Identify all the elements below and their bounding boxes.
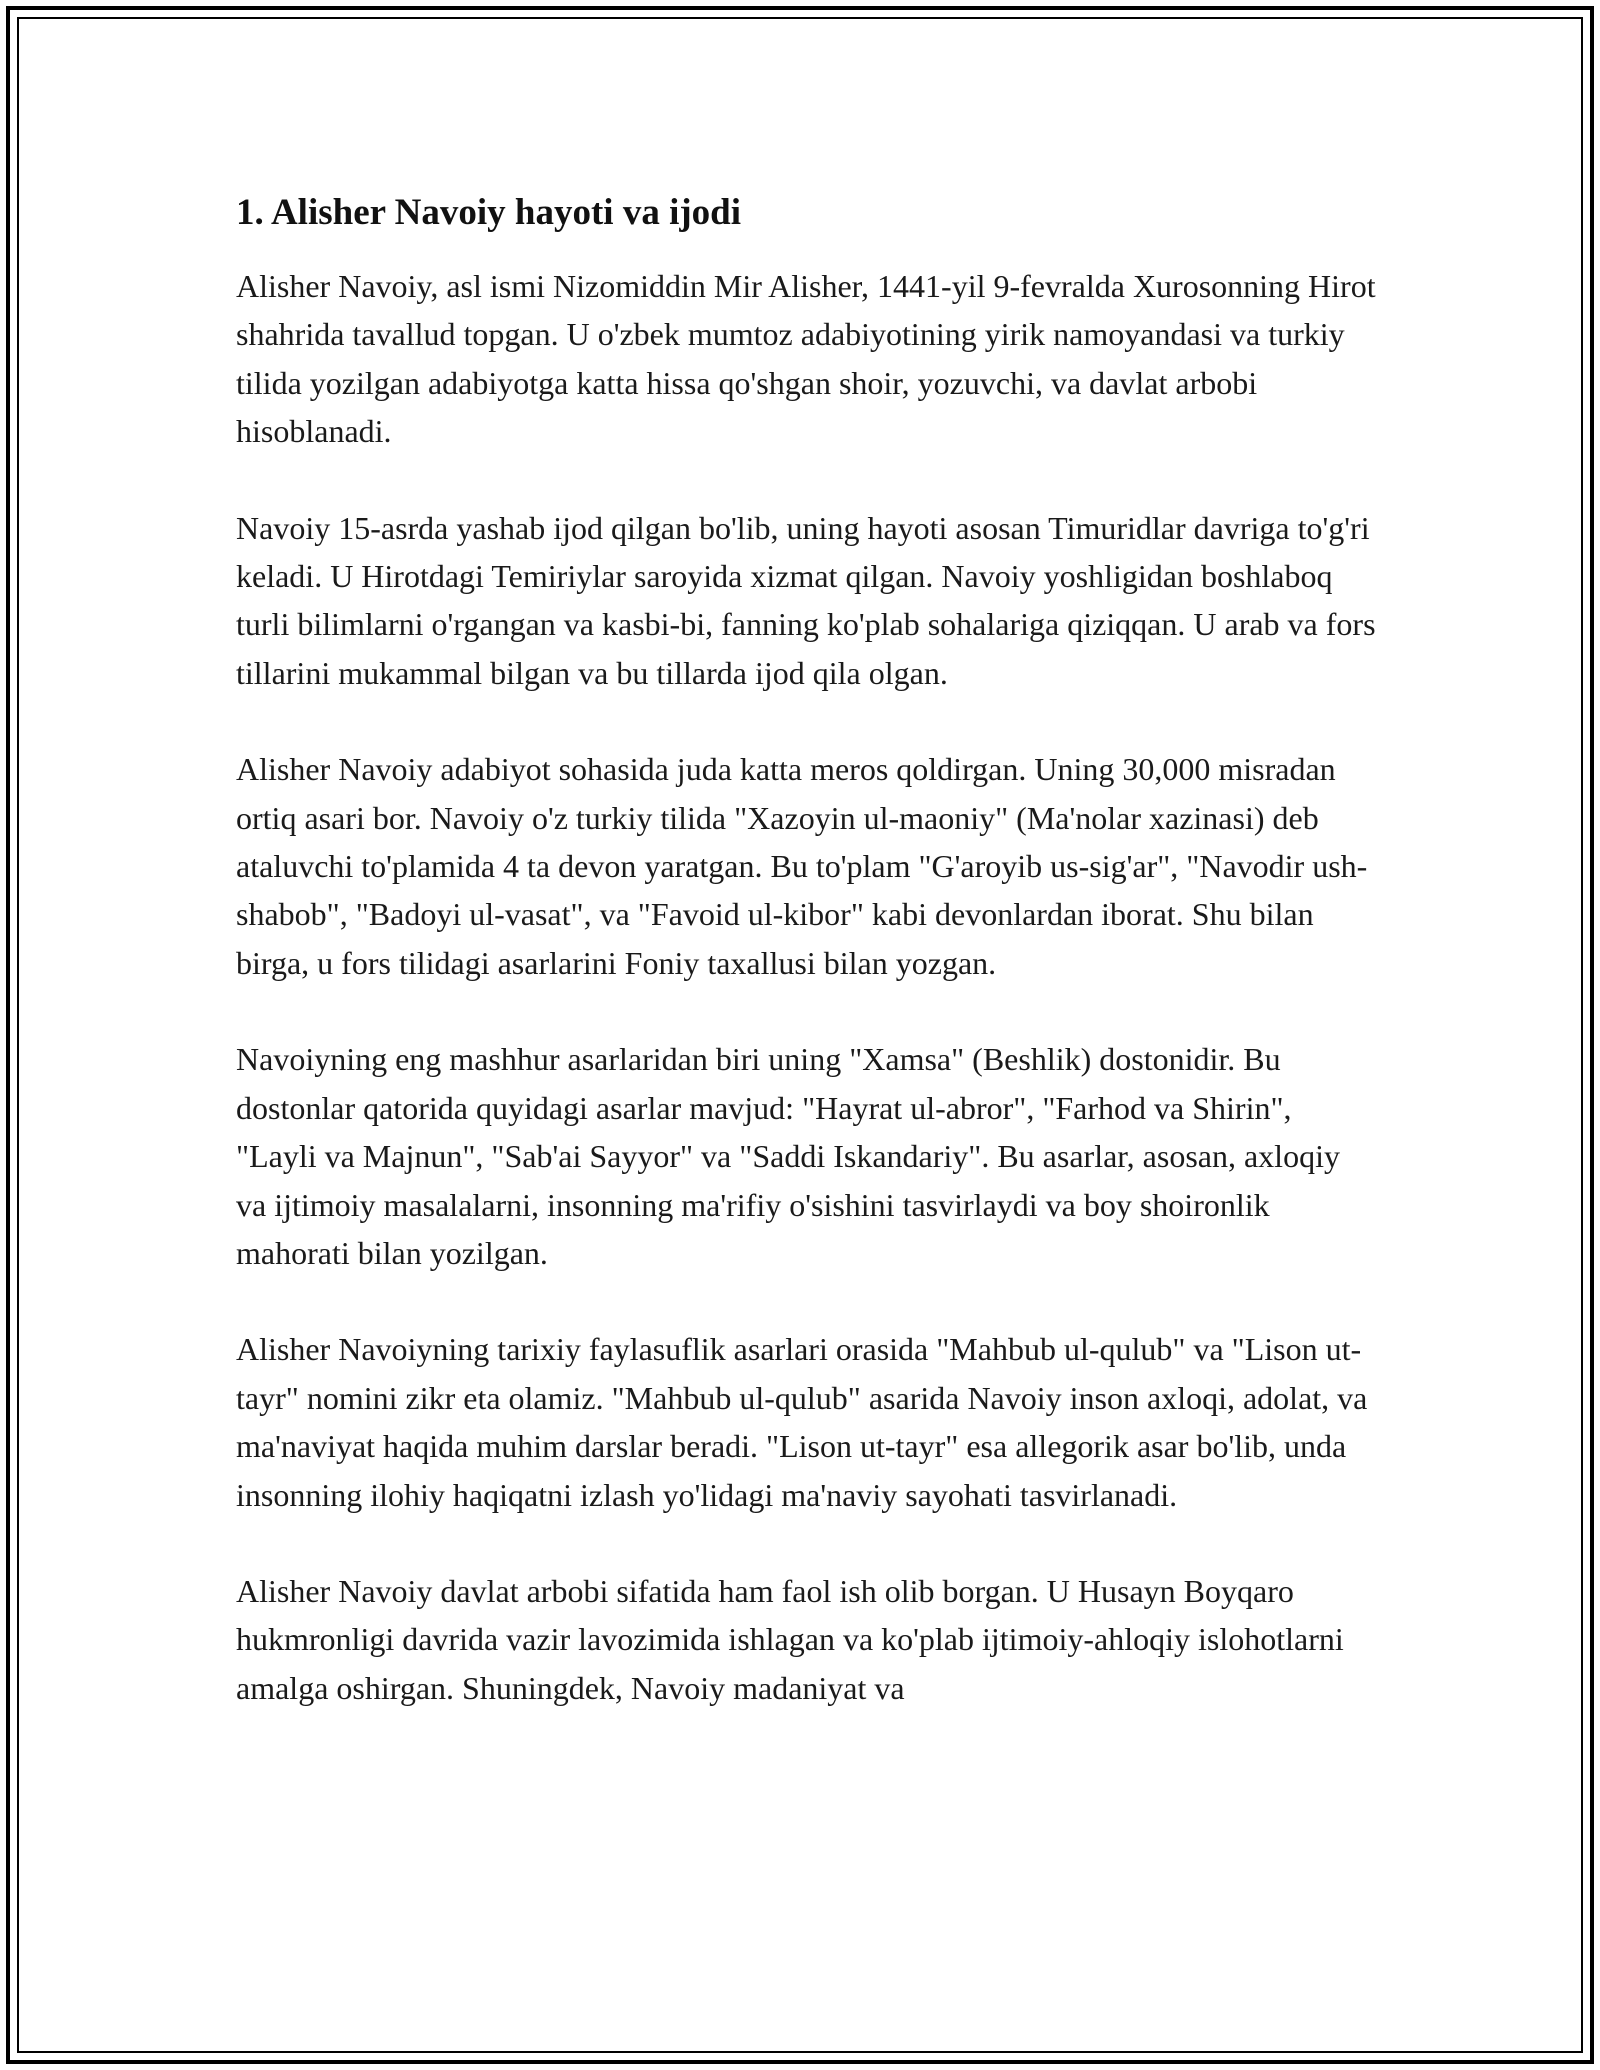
paragraph-legacy: Alisher Navoiy adabiyot sohasida juda katta meros qoldirgan. Uning 30,000 misradan ortiq asari bor. Navoiy o'z turkiy tilida "Xazoyin ul-maoniy" (Ma'nolar xazinasi) deb ataluvchi to'plamida 4 ta devon yaratgan. Bu to'plam "G'aroyib us-sig'ar", "Navodir ush-shabob", "Badoyi ul-vasat", va "Favoid ul-kibor" kabi devonlardan iborat. Shu bilan birga, u fors tilidagi asarlarini Foniy taxallusi bilan yozgan. xyxy=(236,751,1368,981)
paragraph-xamsa: Navoiyning eng mashhur asarlaridan biri uning "Xamsa" (Beshlik) dostonidir. Bu dostonlar qatorida quyidagi asarlar mavjud: "Hayrat ul-abror", "Farhod va Shirin", "Layli va Majnun", "Sab'ai Sayyor" va "Saddi Iskandariy". Bu asarlar, asosan, axloqiy va ijtimoiy masalalarni, insonning ma'rifiy o'sishini tasvirlaydi va boy shoironlik mahorati bilan yozilgan. xyxy=(236,1041,1340,1271)
document-body xyxy=(236,186,1376,1712)
paragraph-philosophy: Alisher Navoiyning tarixiy faylasuflik asarlari orasida "Mahbub ul-qulub" va "Lison ut-tayr" nomini zikr eta olamiz. "Mahbub ul-qulub" asarida Navoiy inson axloqi, adolat, va ma'naviyat haqida muhim darslar beradi. "Lison ut-tayr" esa allegorik asar bo'lib, unda insonning ilohiy haqiqatni izlash yo'lidagi ma'naviy sayohati tasvirlanadi. xyxy=(236,1331,1368,1513)
paragraph-birth: Alisher Navoiy, asl ismi Nizomiddin Mir Alisher, 1441-yil 9-fevralda Xurosonning Hirot shahrida tavallud topgan. U o'zbek mumtoz adabiyotining yirik namoyandasi va turkiy tilida yozilgan adabiyotga katta hissa qo'shgan shoir, yozuvchi, va davlat arbobi hisoblanadi. xyxy=(236,268,1376,450)
paragraph-statesman: Alisher Navoiy davlat arbobi sifatida ham faol ish olib borgan. U Husayn Boyqaro hukmronligi davrida vazir lavozimida ishlagan va ko'plab ijtimoiy-ahloqiy islohotlarni amalga oshirgan. Shuningdek, Navoiy madaniyat va xyxy=(236,1572,1344,1706)
paragraph-life: Navoiy 15-asrda yashab ijod qilgan bo'lib, uning hayoti asosan Timuridlar davriga to'g'ri keladi. U Hirotdagi Temiriylar saroyida xizmat qilgan. Navoiy yoshligidan boshlaboq turli bilimlarni o'rgangan va kasbi-bi, fanning ko'plab sohalariga qiziqqan. U arab va fors tillarini mukammal bilgan va bu tillarda ijod qila olgan. xyxy=(236,509,1376,691)
section-heading: 1. Alisher Navoiy hayoti va ijodi xyxy=(236,192,742,233)
